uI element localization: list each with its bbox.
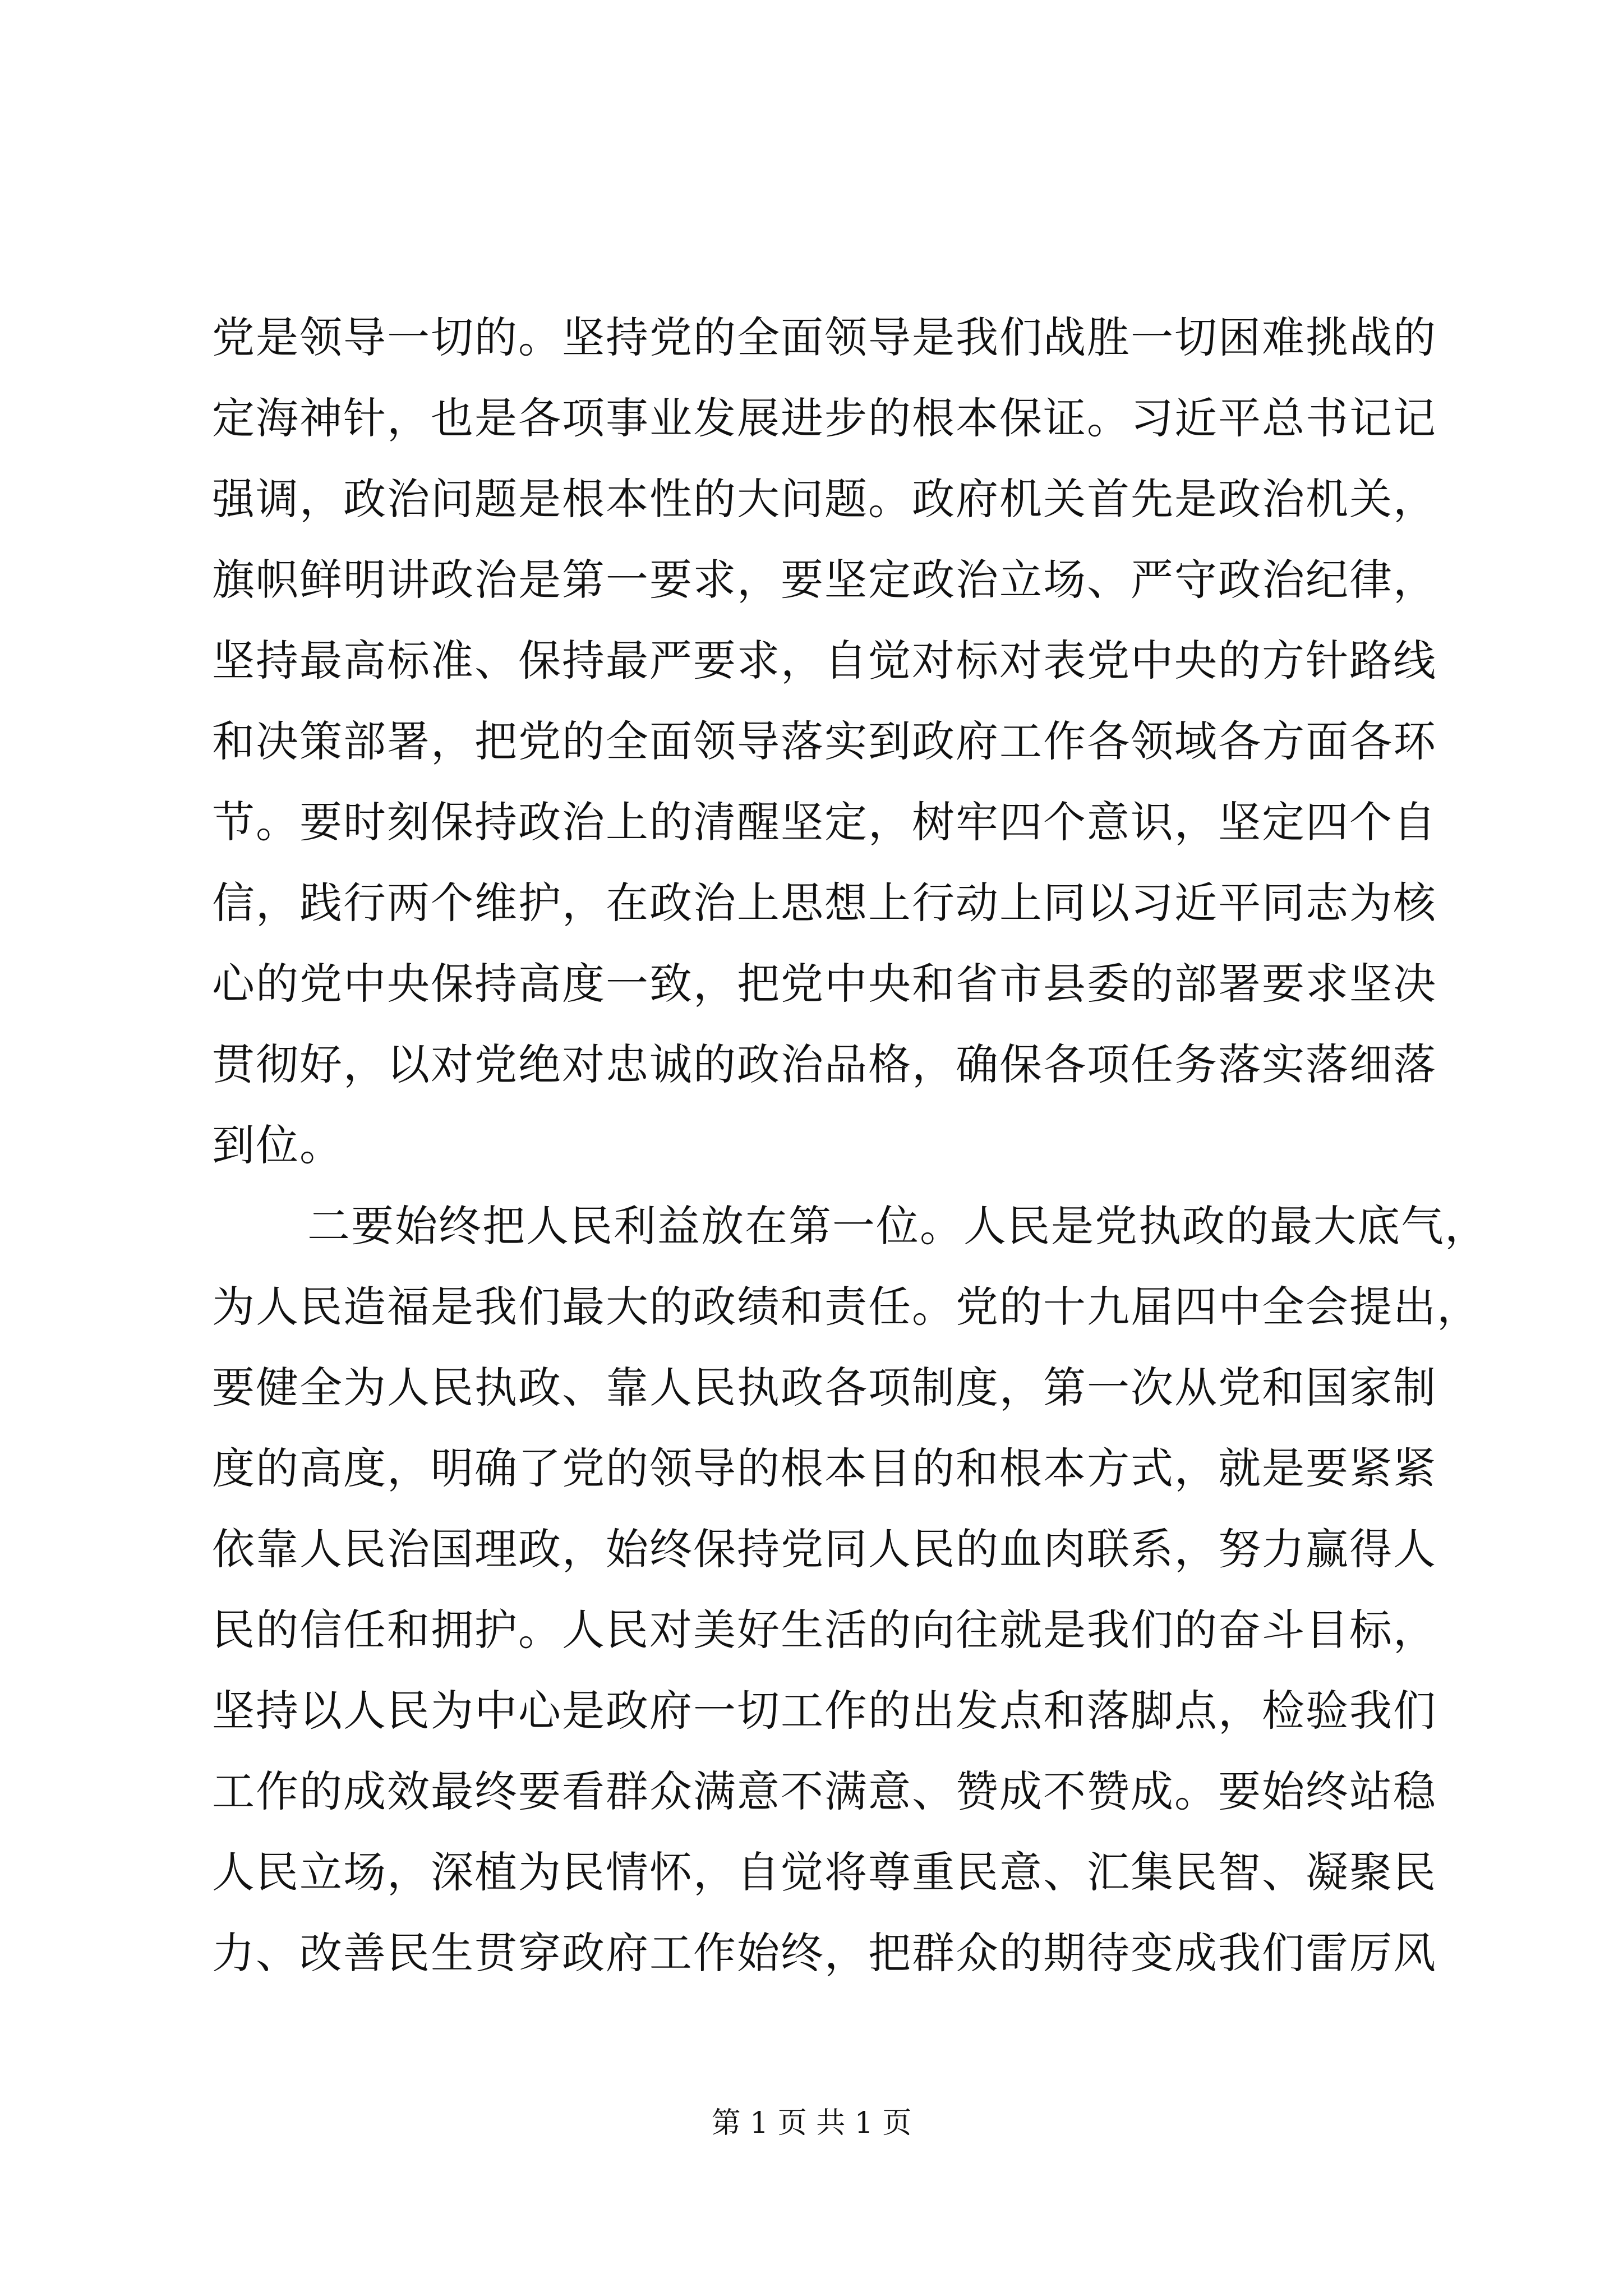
document-body <box>212 297 1488 1994</box>
paragraph-2 <box>212 1186 1488 1994</box>
page-number: 第 1 页 共 1 页 <box>711 2106 912 2140</box>
text-line: 工作的成效最终要看群众满意不满意、赞成不赞成。要始终站稳 <box>212 1766 1437 1816</box>
text-line: 人民立场，深植为民情怀，自觉将尊重民意、汇集民智、凝聚民 <box>212 1847 1437 1897</box>
paragraph-1 <box>212 297 1437 1186</box>
text-line: 力、改善民生贯穿政府工作始终，把群众的期待变成我们雷厉风 <box>212 1928 1437 1978</box>
text-line: 依靠人民治国理政，始终保持党同人民的血肉联系，努力赢得人 <box>212 1524 1437 1574</box>
text-line: 度的高度，明确了党的领导的根本目的和根本方式，就是要紧紧 <box>212 1443 1437 1493</box>
text-line: 节。要时刻保持政治上的清醒坚定，树牢四个意识，坚定四个自 <box>212 797 1437 847</box>
text-line: 为人民造福是我们最大的政绩和责任。党的十九届四中全会提出， <box>212 1282 1481 1332</box>
text-line: 旗帜鲜明讲政治是第一要求，要坚定政治立场、严守政治纪律， <box>212 555 1437 605</box>
text-line: 坚持以人民为中心是政府一切工作的出发点和落脚点，检验我们 <box>212 1686 1437 1736</box>
text-line: 坚持最高标准、保持最严要求，自觉对标对表党中央的方针路线 <box>212 636 1437 685</box>
text-line: 信，践行两个维护，在政治上思想上行动上同以习近平同志为核 <box>212 878 1437 928</box>
text-line: 心的党中央保持高度一致，把党中央和省市县委的部署要求坚决 <box>212 959 1437 1009</box>
text-line: 定海神针，也是各项事业发展进步的根本保证。习近平总书记记 <box>212 393 1437 443</box>
text-line: 到位。 <box>212 1120 343 1170</box>
text-line: 和决策部署，把党的全面领导落实到政府工作各领域各方面各环 <box>212 716 1437 766</box>
text-line: 要健全为人民执政、靠人民执政各项制度，第一次从党和国家制 <box>212 1363 1437 1412</box>
text-line: 贯彻好，以对党绝对忠诚的政治品格，确保各项任务落实落细落 <box>212 1039 1437 1089</box>
page-footer <box>0 2104 1623 2143</box>
text-line: 民的信任和拥护。人民对美好生活的向往就是我们的奋斗目标， <box>212 1605 1437 1655</box>
text-line: 二要始终把人民利益放在第一位。人民是党执政的最大底气， <box>307 1201 1488 1251</box>
text-line: 强调，政治问题是根本性的大问题。政府机关首先是政治机关， <box>212 474 1437 524</box>
text-line: 党是领导一切的。坚持党的全面领导是我们战胜一切困难挑战的 <box>212 312 1437 362</box>
